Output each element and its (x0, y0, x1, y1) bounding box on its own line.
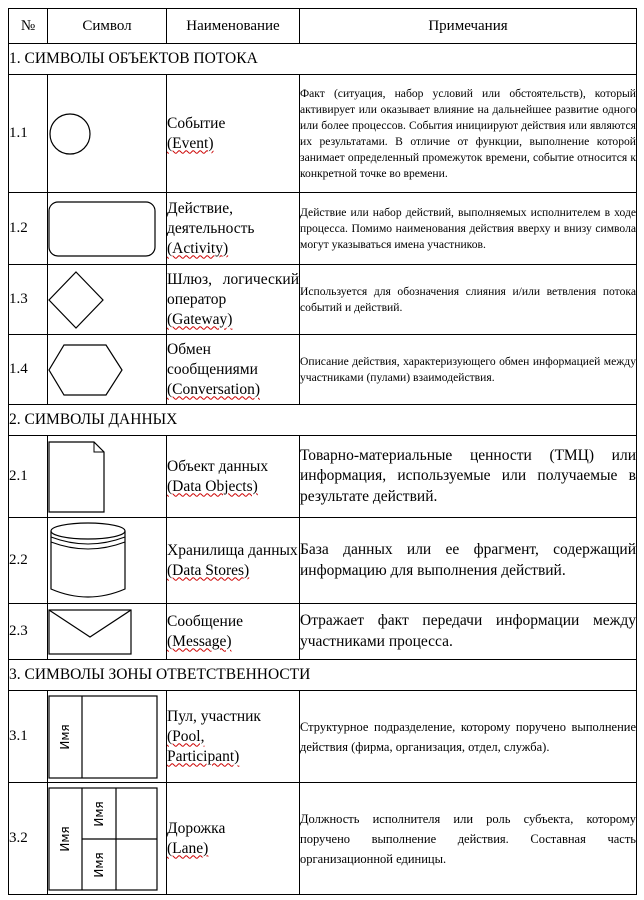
lane-name-label-top: Имя (92, 800, 106, 827)
row-number: 3.1 (9, 691, 48, 783)
symbol-name-en: (Conversation) (167, 380, 260, 398)
symbol-cell (48, 783, 167, 895)
note-cell: Должность исполнителя или роль субъекта, которому поручено выполнение действия. Составная часть организационной единицы. (300, 783, 637, 895)
note-cell: Структурное подразделение, которому поручено выполнение действия (фирма, организация, отдел, служба). (300, 691, 637, 783)
symbol-name: Действие, деятельность (167, 199, 255, 237)
note-cell: Описание действия, характеризующего обмен информацией между участниками (пулами) взаимодействия. (300, 335, 637, 405)
table-row (9, 604, 637, 660)
lane-name-label-bottom: Имя (92, 851, 106, 878)
row-number: 1.4 (9, 335, 48, 405)
name-cell (167, 75, 300, 193)
data-store-cylinder-icon (48, 521, 130, 601)
data-object-document-icon (48, 440, 108, 514)
name-cell (167, 691, 300, 783)
symbol-name-en: (Data Stores) (167, 561, 250, 579)
symbol-name-en: (Event) (167, 134, 214, 152)
symbol-name: Событие (167, 114, 226, 132)
name-cell (167, 783, 300, 895)
name-cell (167, 604, 300, 660)
conversation-hexagon-icon (48, 342, 128, 398)
table-row (9, 75, 637, 193)
symbol-cell (48, 193, 167, 265)
table-row (9, 691, 637, 783)
section-title: 3. СИМВОЛЫ ЗОНЫ ОТВЕТСТВЕННОСТИ (9, 660, 637, 691)
symbol-cell (48, 265, 167, 335)
pool-name-label: Имя (58, 825, 72, 852)
pool-icon (48, 694, 160, 780)
row-number: 1.1 (9, 75, 48, 193)
symbol-name-en: (Data Objects) (167, 477, 258, 495)
symbol-name: Пул, участник (167, 707, 261, 725)
table-row (9, 518, 637, 604)
row-number: 1.3 (9, 265, 48, 335)
name-cell (167, 518, 300, 604)
name-cell (167, 265, 300, 335)
symbol-name-en-2: Participant) (167, 747, 240, 765)
table-row (9, 193, 637, 265)
header-symbol: Символ (48, 9, 167, 44)
pool-name-label: Имя (58, 723, 72, 750)
table-row (9, 335, 637, 405)
symbol-name: Обмен сообщениями (167, 340, 258, 378)
symbol-name-en: (Message) (167, 632, 232, 650)
symbol-name: Шлюз, логический оператор (167, 270, 299, 308)
header-row (9, 9, 637, 44)
event-circle-icon (48, 109, 98, 159)
section-row (9, 660, 637, 691)
note-cell: Используется для обозначения слияния и/или ветвления потока событий и действий. (300, 265, 637, 335)
note-cell: Факт (ситуация, набор условий или обстоятельств), который активирует или оказывает влияние на дальнейшее развитие одного или более процессов. События инициируют действия или являются их результатами. В отличие от функции, выполнение которой занимает определенный промежуток времени, событие относится к конкретной точке во времени. (300, 75, 637, 193)
symbol-name-en: (Pool, (167, 727, 205, 745)
note-cell: Отражает факт передачи информации между участниками процесса. (300, 604, 637, 660)
section-title: 2. СИМВОЛЫ ДАННЫХ (9, 405, 637, 436)
header-notes: Примечания (300, 9, 637, 44)
symbol-cell (48, 604, 167, 660)
symbol-cell (48, 691, 167, 783)
lane-icon (48, 786, 160, 892)
row-number: 2.3 (9, 604, 48, 660)
symbol-name-en: (Gateway) (167, 310, 233, 328)
symbol-name: Дорожка (167, 819, 226, 837)
row-number: 3.2 (9, 783, 48, 895)
symbol-name: Сообщение (167, 612, 244, 630)
symbol-cell (48, 518, 167, 604)
table-row (9, 436, 637, 518)
row-number: 2.2 (9, 518, 48, 604)
note-cell: Товарно-материальные ценности (ТМЦ) или информация, используемые или получаемые в результате действий. (300, 436, 637, 518)
symbol-name-en: (Activity) (167, 239, 229, 257)
name-cell (167, 193, 300, 265)
row-number: 2.1 (9, 436, 48, 518)
message-envelope-icon (48, 607, 134, 657)
note-cell: База данных или ее фрагмент, содержащий информацию для выполнения действий. (300, 518, 637, 604)
symbol-name: Хранилища данных (167, 541, 298, 559)
table-row (9, 783, 637, 895)
section-row (9, 44, 637, 75)
activity-rounded-rect-icon (48, 199, 158, 259)
row-number: 1.2 (9, 193, 48, 265)
section-title: 1. СИМВОЛЫ ОБЪЕКТОВ ПОТОКА (9, 44, 637, 75)
header-num: № (9, 9, 48, 44)
symbol-cell (48, 436, 167, 518)
table-row (9, 265, 637, 335)
bpmn-symbols-table (8, 8, 637, 895)
header-name: Наименование (167, 9, 300, 44)
name-cell (167, 335, 300, 405)
name-cell (167, 436, 300, 518)
symbol-cell (48, 335, 167, 405)
note-cell: Действие или набор действий, выполняемых исполнителем в ходе процесса. Помимо наименования действия вверху и внизу символа могут указываться имена участников. (300, 193, 637, 265)
gateway-diamond-icon (48, 270, 108, 330)
symbol-name: Объект данных (167, 457, 269, 475)
section-row (9, 405, 637, 436)
symbol-name-en: (Lane) (167, 839, 209, 857)
symbol-cell (48, 75, 167, 193)
